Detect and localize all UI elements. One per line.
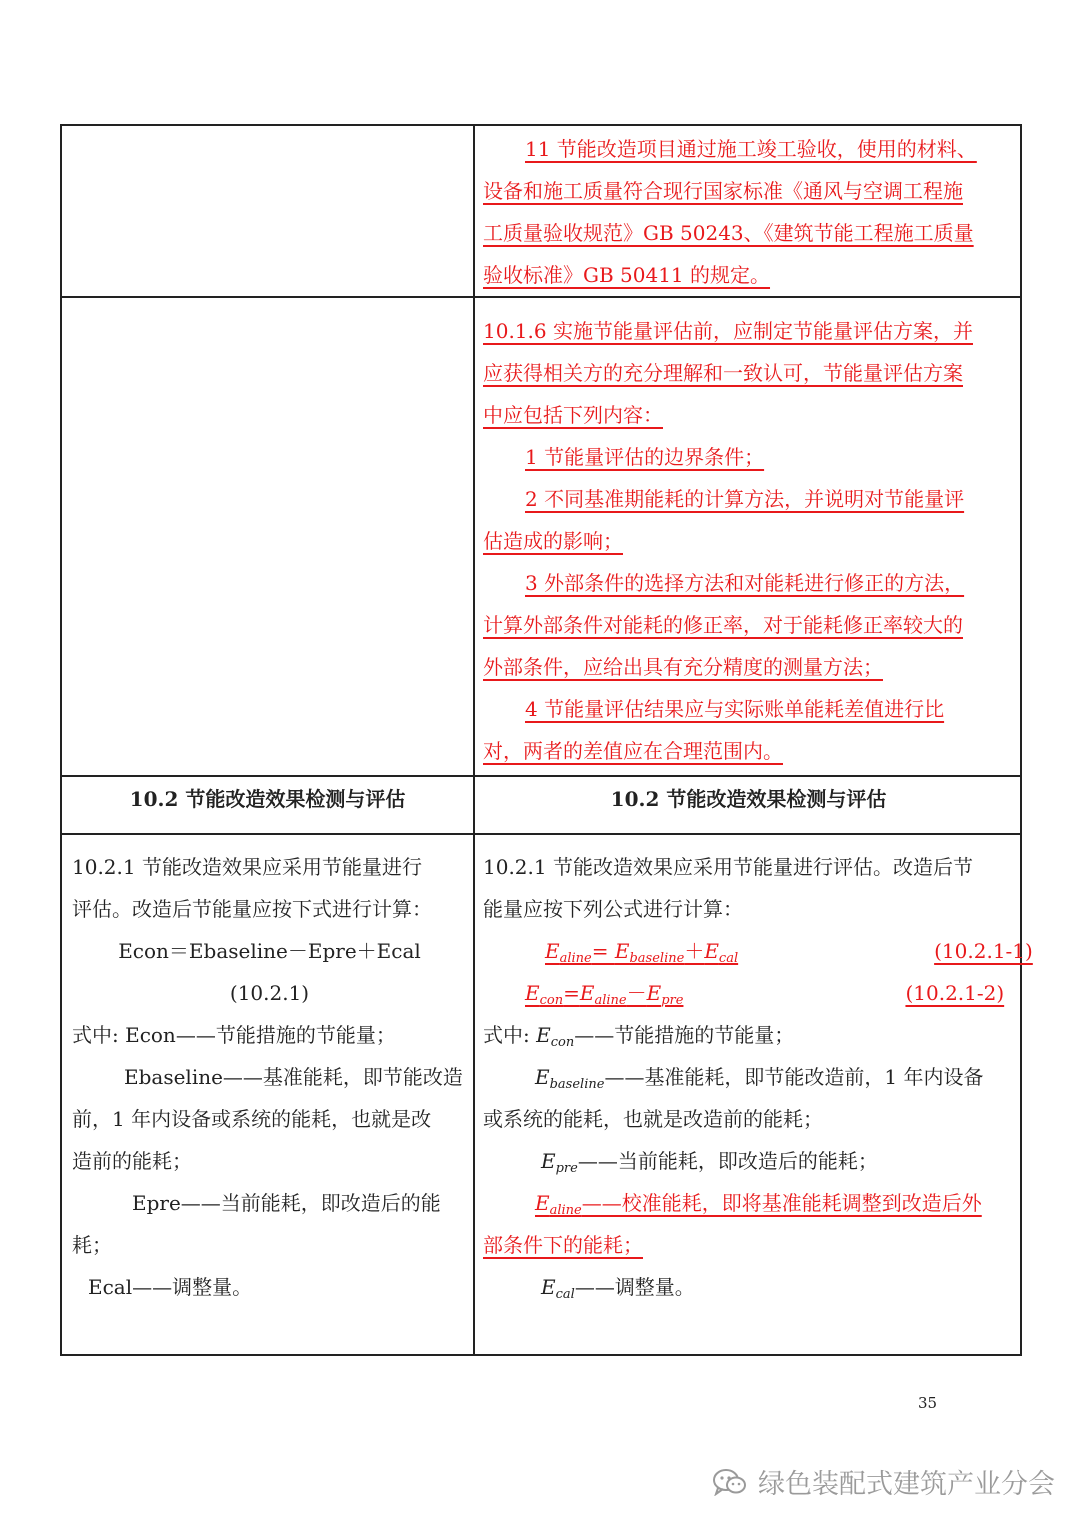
where-line: Ebaseline——基准能耗，即节能改造 (124, 1065, 463, 1089)
footer-watermark (712, 1462, 1055, 1501)
row-divider (62, 833, 1020, 835)
where-line: $E_{aline}——$校准能耗，即将基准能耗调整到改造后外 (535, 1191, 982, 1218)
where-line: $E_{baseline}——$基准能耗，即节能改造前，1 年内设备 (535, 1065, 984, 1092)
formula-1-number: (10.2.1-1) (934, 939, 1033, 963)
section-heading-left: 10.2 节能改造效果检测与评估 (129, 787, 406, 811)
clause-item-line: 1 节能量评估的边界条件； (525, 445, 765, 469)
clause-text: 评估。改造后节能量应按下式进行计算： (72, 897, 432, 921)
row2-right-cell (483, 310, 1019, 772)
formula: Econ＝Ebaseline－Epre＋Ecal (118, 939, 421, 963)
clause-item-line: 外部条件，应给出具有充分精度的测量方法； (483, 655, 883, 679)
clause-11-line: 验收标准》GB 50411 的规定。 (483, 263, 771, 287)
column-divider (473, 126, 475, 1354)
wechat-icon (712, 1468, 748, 1496)
where-line: 或系统的能耗，也就是改造前的能耗； (483, 1107, 823, 1131)
where-line: $E_{cal}——$调整量。 (541, 1275, 695, 1302)
where-line: 式中: Econ——节能措施的节能量； (72, 1023, 396, 1047)
where-line: 耗； (72, 1233, 112, 1257)
clause-item-line: 估造成的影响； (483, 529, 623, 553)
clause-text: 10.2.1 节能改造效果应采用节能量进行评估。改造后节 (483, 855, 973, 879)
clause-item-line: 计算外部条件对能耗的修正率，对于能耗修正率较大的 (483, 613, 963, 637)
clause-text: 能量应按下列公式进行计算： (483, 897, 743, 921)
row1-right-cell (483, 128, 1019, 296)
clause-10-1-6-line: 10.1.6 实施节能量评估前，应制定节能量评估方案，并 (483, 319, 973, 343)
where-line: Ecal——调整量。 (88, 1275, 253, 1299)
formula-2: $E_{con}=E_{aline}-E_{pre}$ (10.2.1-2) (525, 981, 1005, 1008)
row4-right-cell (483, 846, 1033, 1308)
formula-2-number: (10.2.1-2) (905, 981, 1005, 1005)
clause-item-line: 3 外部条件的选择方法和对能耗进行修正的方法， (525, 571, 965, 595)
clause-text: 10.2.1 节能改造效果应采用节能量进行 (72, 855, 422, 879)
row-divider (62, 775, 1020, 777)
clause-item-line: 4 节能量评估结果应与实际账单能耗差值进行比 (525, 697, 945, 721)
row-divider (62, 296, 1020, 298)
where-line: 部条件下的能耗； (483, 1233, 643, 1257)
where-line: 造前的能耗； (72, 1149, 192, 1173)
page-number: 35 (918, 1394, 938, 1412)
clause-10-1-6-line: 中应包括下列内容： (483, 403, 663, 427)
clause-11-line: 11 节能改造项目通过施工竣工验收，使用的材料、 (525, 137, 977, 161)
where-line: Epre——当前能耗，即改造后的能 (132, 1191, 441, 1215)
clause-11-line: 设备和施工质量符合现行国家标准《通风与空调工程施 (483, 179, 963, 203)
formula-1: $E_{aline}= E_{baseline}+E_{cal}$ (10.2.1-1) (545, 939, 1033, 966)
comparison-table (60, 124, 1033, 1356)
where-line: 式中: $E_{con}——$节能措施的节能量； (483, 1023, 795, 1050)
where-line: 前，1 年内设备或系统的能耗，也就是改 (72, 1107, 432, 1131)
clause-item-line: 2 不同基准期能耗的计算方法，并说明对节能量评 (525, 487, 965, 511)
formula-number: (10.2.1) (229, 981, 310, 1005)
clause-item-line: 对，两者的差值应在合理范围内。 (483, 739, 783, 763)
clause-10-1-6-line: 应获得相关方的充分理解和一致认可，节能量评估方案 (483, 361, 963, 385)
footer-text: 绿色装配式建筑产业分会 (758, 1469, 1055, 1500)
section-heading-right: 10.2 节能改造效果检测与评估 (610, 787, 887, 811)
where-line: $E_{pre}——$当前能耗，即改造后的能耗； (541, 1149, 878, 1176)
row4-left-cell (72, 846, 467, 1308)
clause-11-line: 工质量验收规范》GB 50243、《建筑节能工程施工质量 (483, 221, 974, 245)
